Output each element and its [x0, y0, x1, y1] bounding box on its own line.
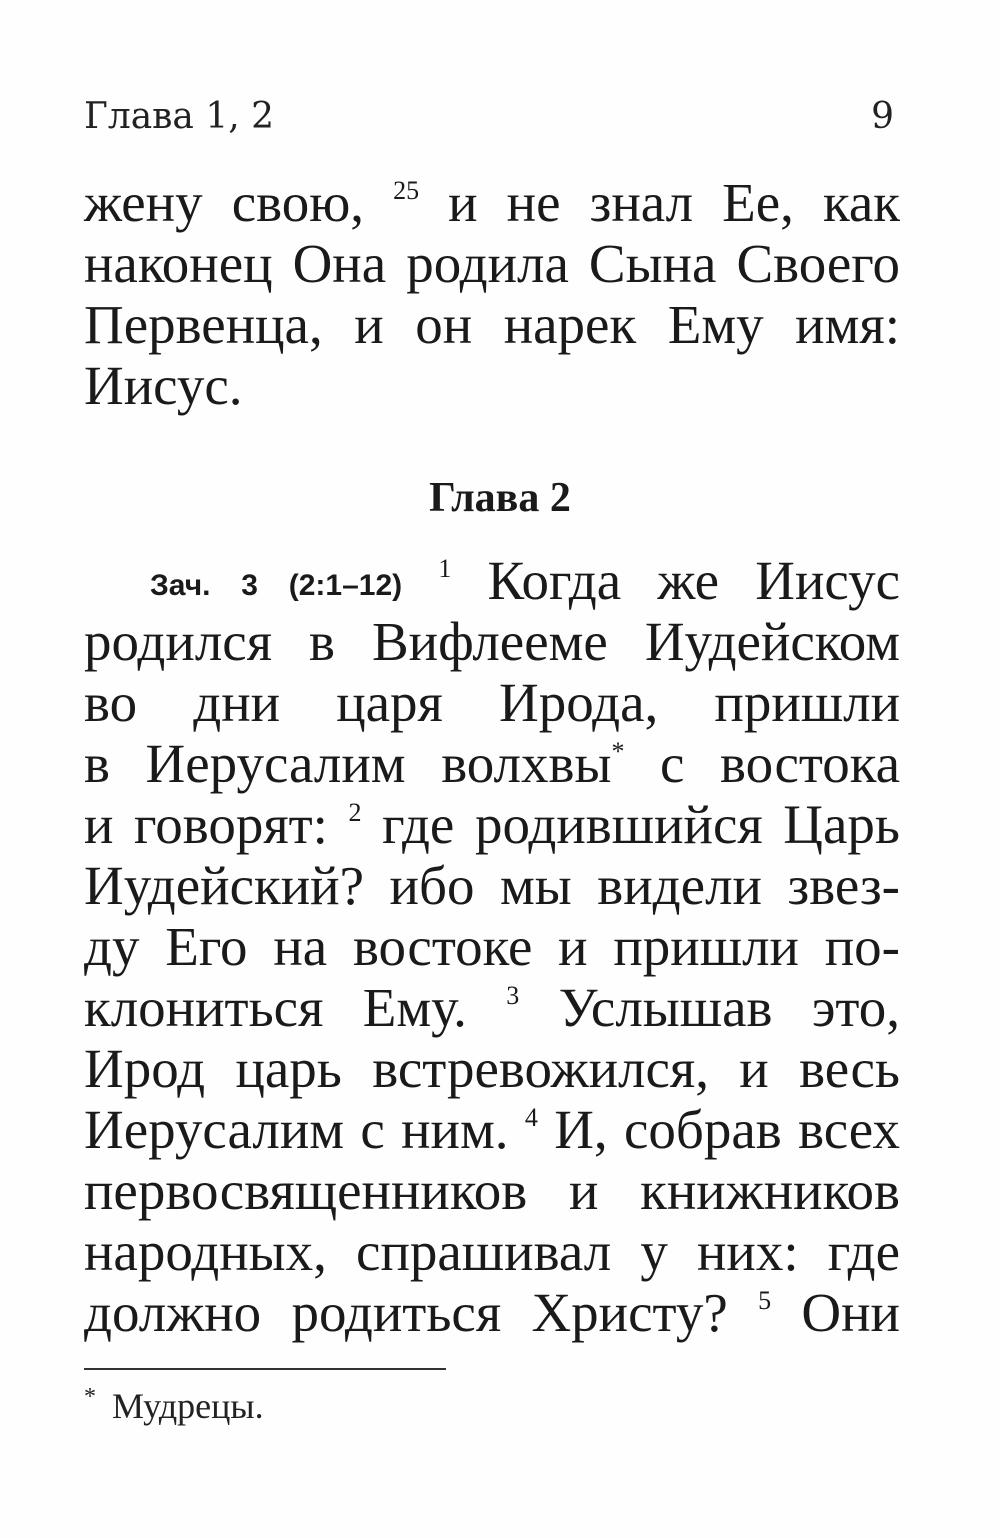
verse-number: 1: [438, 554, 452, 583]
text-line: клониться Ему. $^3$ Услышав это,: [84, 977, 900, 1038]
verse-number: 2: [348, 798, 362, 827]
text-line: Иерусалим с ним. $^4$ И, собрав всех: [84, 1099, 900, 1160]
text-line: родился в Вифлееме Иудейском: [84, 611, 900, 672]
verse-number: 3: [506, 981, 520, 1010]
text-line: наконец Она родила Сына Своего: [84, 233, 900, 294]
verse-number: 25: [393, 176, 420, 205]
footnote-mark: *: [84, 1384, 96, 1410]
footnote-text: Мудрецы.: [112, 1386, 264, 1426]
text-line: Иисус.: [84, 355, 243, 416]
text-line: Иудейский? ибо мы видели звез-: [84, 855, 900, 916]
page-number: 9: [871, 96, 894, 137]
text-line: и говорят: $^2$ где родившийся Царь: [84, 794, 900, 855]
text-block-chapter-1-end: [84, 172, 900, 416]
text-line: первосвященников и книжников: [84, 1160, 900, 1221]
footnote-divider: [84, 1368, 446, 1370]
verse-number: 5: [758, 1286, 772, 1315]
reading-label: Зач. 3 (2:1–12): [150, 569, 403, 602]
text-line: Первенца, и он нарек Ему имя:: [84, 294, 900, 355]
text-line: должно родиться Христу? $^5$ Они: [84, 1282, 900, 1343]
footnote: [84, 1384, 264, 1427]
text-line: в Иерусалим волхвы* с востока: [84, 733, 900, 794]
text-line: Зач. 3 (2:1–12) $^1$ Когда же Иисус: [150, 550, 901, 611]
chapter-heading: Глава 2: [429, 475, 571, 521]
text-line: во дни царя Ирода, пришли: [84, 672, 900, 733]
text-line: ду Его на востоке и пришли по-: [84, 916, 900, 977]
text-line: народных, спрашивал у них: где: [84, 1221, 900, 1282]
verse-number: 4: [524, 1103, 538, 1132]
text-block-chapter-2: [84, 550, 900, 1343]
text-line: жену свою, $^{25}$ и не знал Ее, как: [84, 172, 901, 233]
running-head-chapter: Глава 1, 2: [84, 96, 275, 137]
running-header: [84, 96, 894, 146]
footnote-marker: *: [611, 737, 625, 766]
text-line: Ирод царь встревожился, и весь: [84, 1038, 900, 1099]
